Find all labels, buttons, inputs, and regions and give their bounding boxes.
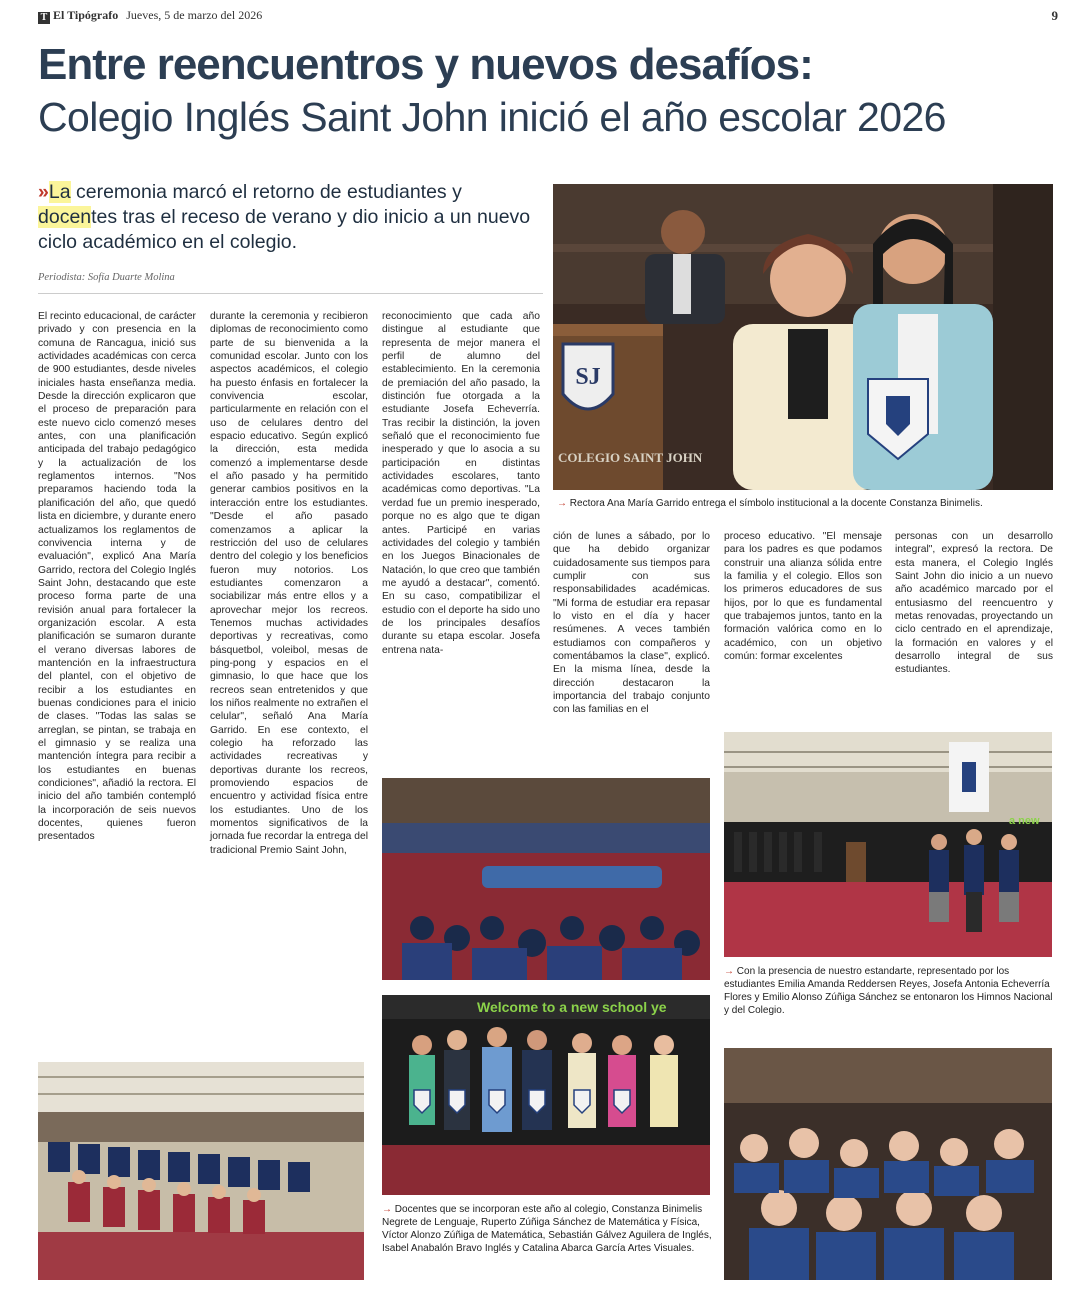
lead-text-b: tes tras el receso de verano y dio inicio a un nuevo ciclo académico en el colegio.	[38, 206, 531, 253]
article-column-6	[895, 530, 1053, 677]
photo-rector-teacher	[553, 184, 1053, 490]
publication-name: El Tipógrafo	[53, 8, 119, 22]
issue-date: Jueves, 5 de marzo del 2026	[126, 8, 263, 22]
podium-shield-letters: SJ	[575, 364, 601, 390]
standard-banner-text: a new	[1009, 815, 1040, 827]
photo-standard-bearers	[724, 732, 1052, 957]
article-column-4	[553, 530, 710, 717]
caption-teachers-text: Docentes que se incorporan este año al colegio, Constanza Binimelis Negrete de Lenguaje, Ruperto Zúñiga Sánchez de Matemática y Física, Víctor Alonzo Zúñiga de Matemática, Sebastián Gálvez Aguilera de Inglés, Isabel Anabalón Bravo Inglés y Catalina Abarca García Artes Visuales.	[382, 1204, 712, 1254]
caption-arrow-icon: →	[724, 966, 734, 977]
article-column-1	[38, 310, 196, 844]
caption-main-text: Rectora Ana María Garrido entrega el símbolo institucional a la docente Constanza Binimelis.	[569, 498, 983, 509]
caption-arrow-icon: →	[557, 498, 567, 509]
lead-text-a: ceremonia marcó el retorno de estudiantes y	[70, 181, 462, 203]
lead-marker-icon: »	[38, 181, 49, 203]
byline: Periodista: Sofía Duarte Molina	[38, 272, 175, 283]
article-column-3	[382, 310, 540, 657]
headline-sub: Colegio Inglés Saint John inició el año escolar 2026	[38, 94, 946, 140]
column-2-text: durante la ceremonia y recibieron diplomas de reconocimiento como parte de su bienvenida a la comunidad escolar. Junto con los aspectos académicos, el colegio ha puesto énfasis en fortalecer la convivencia escolar, particularmente en relación con el uso de celulares dentro del espacio educativo. Según explicó la dirección, esta medida comenzó a implementarse desde el año pasado y ha permitido generar cambios positivos en la interacción entre los estudiantes. "Desde el año pasado comenzamos a aplicar la restricción del uso de celulares dentro del colegio y los beneficios fueron muy notorios. Los estudiantes comenzaron a sociabilizar más entre ellos y a aprovechar mejor los recreos. Tenemos muchas actividades deportivas y recreativas, como básquetbol, voleibol, mesas de ping-pong y espacios en el gimnasio, lo que hace que los recreos sean entretenidos y que los niños realmente no extrañen el celular", señaló Ana María Garrido. En ese contexto, el colegio ha reforzado las actividades recreativas y deportivas durante los recreos, promoviendo espacios de encuentro y actividad física entre los estudiantes. Uno de los momentos significativos de la jornada fue recordar la entrega del tradicional Premio Saint John,	[210, 311, 368, 856]
caption-standard-bearers	[724, 965, 1054, 1017]
byline-divider	[38, 293, 543, 294]
photo-students-seated	[724, 1048, 1052, 1280]
caption-new-teachers	[382, 1203, 712, 1255]
article-column-2	[210, 310, 368, 857]
photo-students-gym-left	[38, 1062, 364, 1280]
podium-wall-text: COLEGIO SAINT JOHN	[558, 450, 703, 465]
column-4-text: ción de lunes a sábado, por lo que ha debido organizar cuidadosamente sus tiempos para cumplir con sus responsabilidades académicas. "Mi forma de estudiar era repasar lo visto en el día y hacer resúmenes. A veces también estudiamos con compañeros y comentábamos la clase", explicó. En la misma línea, desde la dirección destacaron la importancia del trabajo conjunto con las familias en el	[553, 531, 710, 716]
page-number: 9	[1051, 8, 1058, 23]
lead-paragraph	[38, 180, 543, 255]
column-1-text: El recinto educacional, de carácter privado y con presencia en la comuna de Rancagua, inició sus actividades académicas con cerca de 900 estudiantes, desde niveles iniciales hasta enseñanza media. Desde la dirección explicaron que el proceso de preparación para este nuevo ciclo comenzó meses antes, con una planificación anticipada del trabajo pedagógico y la actualización de los reglamentos internos. "Nos preparamos haciendo toda la planificación del año, que quedó lista en diciembre, y durante enero actualizamos los reglamentos de convivencia interna y de evaluación", explicó Ana María Garrido, rectora del Colegio Inglés Saint John, destacando que este proceso forma parte de una revisión anual para fortalecer la organización escolar. A esta planificación se sumaron durante el verano diversas labores de mantención en la infraestructura del plantel, con el objetivo de recibir a los estudiantes en buenas condiciones para el inicio de clases. "Todas las salas se arreglan, se pintan, se trabaja en el gimnasio y se realiza una mantención íntegra para recibir a los estudiantes en buenas condiciones", añadió la rectora. El inicio del año también contempló la incorporación de seis nuevos docentes, quienes fueron presentados	[38, 311, 196, 843]
headline-main: Entre reencuentros y nuevos desafíos:	[38, 40, 813, 89]
welcome-banner-text: Welcome to a new school ye	[477, 999, 667, 1015]
column-5-text: proceso educativo. "El mensaje para los padres es que podamos construir una alianza sólida entre la familia y el colegio. Ellos son los primeros educadores de sus hijos, por lo que es fundamental que trabajemos juntos, tanto en la formación valórica como en lo académico, con un objetivo común: formar excelentes	[724, 531, 882, 663]
lead-highlight: La	[48, 181, 71, 203]
newspaper-logo-icon: T	[38, 12, 50, 24]
caption-standard-text: Con la presencia de nuestro estandarte, representado por los estudiantes Emilia Amanda Reddersen Reyes, Josefa Antonia Echeverría Flores y Emilio Alonso Zúñiga Sánchez se entonaron los Himnos Nacional y del Colegio.	[724, 966, 1053, 1016]
caption-arrow-icon: →	[382, 1204, 392, 1215]
caption-main-photo	[557, 497, 1057, 510]
page-header	[38, 8, 1058, 26]
photo-new-teachers	[382, 995, 710, 1195]
column-6-text: personas con un desarrollo integral", expresó la rectora. De esta manera, el Colegio Inglés Saint John dio inicio a un nuevo año académico marcado por el entusiasmo del reencuentro y metas renovadas, proyectando un ciclo centrado en el aprendizaje, la formación en valores y el desarrollo integral de sus estudiantes.	[895, 531, 1053, 676]
article-column-5	[724, 530, 882, 663]
photo-audience-gym	[382, 778, 710, 980]
lead-highlight-2: docen	[38, 206, 92, 228]
column-3-text: reconocimiento que cada año distingue al estudiante que representa de mejor manera el perfil de alumno del establecimiento. En la ceremonia de premiación del año pasado, la distinción fue otorgada a la estudiante Josefa Echeverría. Tras recibir la distinción, la joven señaló que el reconocimiento fue inesperado y que lo asocia a su participación en distintas actividades escolares, tanto académicas como deportivas. "La verdad fue un premio inesperado, porque no es algo que te digan antes. Participé en varias actividades del colegio y también en los Juegos Binacionales de Natación, lo que creo que también me ayudó a destacar", comentó. En su caso, compatibilizar el estudio con el deporte ha sido uno de los principales desafíos durante su etapa escolar. Josefa entrena nata-	[382, 311, 540, 656]
